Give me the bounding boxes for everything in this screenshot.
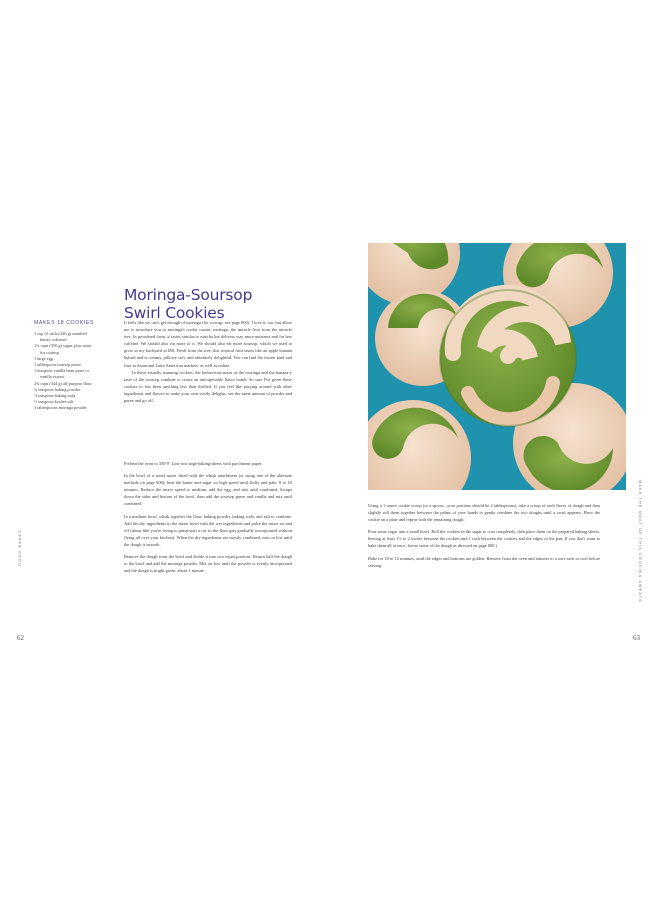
ingredient-item: 1 tablespoon soursop puree	[34, 362, 81, 368]
recipe-intro	[124, 319, 292, 404]
method-step: In a medium bowl, whisk together the flour, baking powder, baking soda, and salt to combine. Add the dry ingredients to the mixer bowl with the wet ingredients and pulse the mixer on and off (about like you're trying to jump-start a car so the flour gets gradually incorporated without flying all over your kitchen). When the dry ingredients are mostly combined, mix on low until the dough is smooth.	[124, 513, 292, 547]
method-step: Pour some sugar into a small bowl. Roll the cookies in the sugar to coat completely, then place them on the prepared baking sheets, leaving at least 1½ to 2 inches between the cookies and 1 inch between the cookies and the edges of the pan. If you don't want to bake them all at once, freeze some of the dough as directed on page 000.)	[368, 529, 600, 549]
cookie-photo-illustration	[368, 243, 626, 490]
ingredient-item: butter, softened	[40, 337, 67, 343]
running-head-right: MAKE THE MOST OF THIS COOKIES SWEATS	[638, 480, 643, 603]
recipe-title	[124, 286, 324, 322]
running-head-left: GOOD BAKES	[17, 529, 22, 566]
ingredient-item: vanilla extract	[40, 374, 65, 380]
method-step: Preheat the oven to 350°F. Line two large baking sheets with parchment paper.	[124, 461, 263, 466]
page-number-left: 62	[17, 634, 24, 642]
ingredient-item: ½ teaspoon kosher salt	[34, 399, 74, 405]
intro-paragraph: It feels like we can't get enough of moringa (for a recap, see page 000). I love it, too, but allow me to introduce you to moringa's cooler cousin, moringa, the miracle fruit from the miracle tree. In powdered form, it tastes similar to matcha but delivers way more nutrients and far less caffeine. We should also eat more of it. We should also eat more soursop, which we used to grow in my backyard in DR. Fresh from the tree, this tropical fruit tastes like an apple-banana hybrid and is creamy, pillowy soft, and absolutely delightful. You can find the frozen kind and fruit at Asian and Latin American markets, as well as online.	[124, 320, 292, 368]
method-step: Using a 1-ounce cookie scoop (or a spoon—your portions should be 2 tablespoons), take a scoop of each flavor of dough and then slightly roll them together between the palms of your hands to gently combine the two doughs until a swirl appears. Place the cookie on a plate and repeat with the remaining dough.	[368, 503, 600, 523]
ingredient-item: 3 tablespoons moringa powder	[34, 405, 87, 411]
recipe-title-line1: Moringa-Soursop	[124, 286, 253, 305]
ingredient-item: 1 cup (2 sticks/226 g) unsalted	[34, 331, 87, 336]
page-number-right: 63	[633, 634, 640, 642]
cookie-photo	[368, 243, 626, 490]
ingredient-item: ¾ teaspoon baking powder	[34, 386, 81, 392]
intro-paragraph: In these visually stunning cookies, the herbaceous notes of the moringa and the banana-y taste of the soursop combine to create an unforgettable flavor bomb. So sure I've given these cookies to lots been anything less than thrilled. If you feel like playing around with other ingredients and flavors to make your own swirly delights, see the same amount of powder and puree and go off.	[124, 369, 292, 404]
yield-label: MAKES 18 COOKIES	[34, 320, 95, 326]
ingredient-item: 1 teaspoon vanilla bean paste or	[34, 368, 90, 374]
recipe-title-line2: Swirl Cookies	[124, 304, 225, 323]
method-continued	[368, 502, 600, 574]
method-step: Remove the dough from the bowl and divide it into two equal portions. Return half the dough to the bowl and add the moringa powder. Mix on low until the powder is evenly incorporated and the dough is bright green, about 1 minute.	[124, 554, 292, 574]
ingredient-item: ½ teaspoon baking soda	[34, 393, 76, 399]
ingredient-item: for coating	[40, 349, 59, 355]
ingredient-item: 1¾ cups (350 g) sugar, plus more	[34, 343, 92, 349]
method-step: Bake for 10 to 12 minutes, until the edges and bottoms are golden. Remove from the oven and transfer to a wire rack to cool before serving.	[368, 555, 600, 568]
ingredient-list	[34, 331, 110, 412]
method-steps	[124, 460, 292, 579]
ingredient-item: 1 large egg	[34, 355, 54, 361]
ingredient-item: 2¾ cups (344 g) all-purpose flour	[34, 380, 92, 386]
method-step: In the bowl of a stand mixer fitted with the whisk attachment (or using one of the alternate methods on page 000), beat the butter and sugar on high speed until fluffy and pale, 8 to 10 minutes. Reduce the mixer speed to medium, add the egg, and mix until combined. Scrape down the sides and bottom of the bowl, then add the soursop puree and vanilla and mix until combined.	[124, 473, 292, 507]
